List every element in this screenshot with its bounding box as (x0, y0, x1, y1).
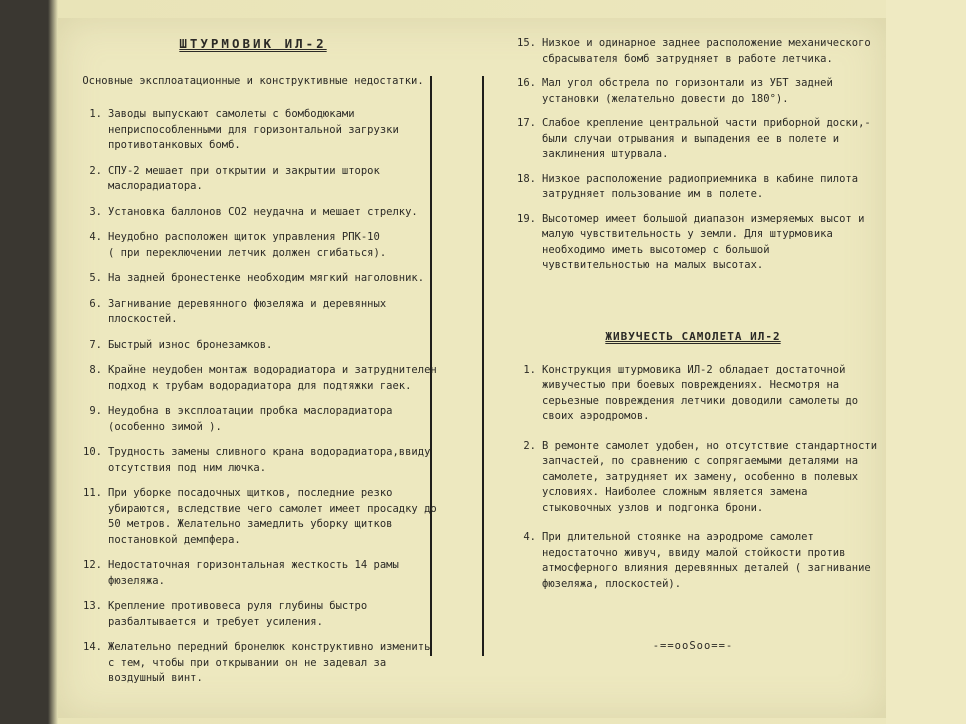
item-number: 2. (523, 439, 536, 452)
document-subtitle: Основные эксплоатационные и конструктивные недостатки. (82, 75, 424, 87)
item-number: 18. (517, 172, 536, 185)
item-text: Загнивание деревянного фюзеляжа и деревянных плоскостей. (108, 297, 387, 325)
document-title: ШТУРМОВИК ИЛ-2 (179, 36, 327, 51)
list-item (68, 271, 438, 287)
item-text: Мал угол обстрела по горизонтали из УБТ задней установки (желательно довести до 180°). (542, 77, 833, 105)
list-item (68, 558, 438, 589)
list-item (508, 530, 878, 592)
list-item (68, 363, 438, 394)
list-item (508, 36, 878, 67)
item-number: 19. (517, 212, 536, 225)
list-item (508, 212, 878, 274)
right-column (508, 36, 878, 652)
list-item (508, 439, 878, 517)
item-number: 17. (517, 117, 536, 129)
item-text: Трудность замены сливного крана водорадиатора,ввиду отсутствия под ним лючка. (108, 446, 431, 474)
list-item (68, 230, 438, 261)
list-item (508, 76, 878, 107)
item-number: 9. (89, 405, 102, 417)
item-number: 8. (89, 364, 102, 376)
item-text: Высотомер имеет большой диапазон измеряемых высот и малую чувствительность у земли. Для штурмовика необходимо иметь высотомер с большой чувствительностью на малых высотах. (542, 212, 865, 271)
list-item (508, 116, 878, 163)
item-number: 1. (89, 108, 102, 120)
list-item (68, 297, 438, 328)
list-item (508, 363, 878, 425)
end-mark: -==ооSоо==- (652, 640, 734, 652)
item-text: Недостаточная горизонтальная жесткость 14 рамы фюзеляжа. (108, 559, 399, 587)
item-text: Быстрый износ бронезамков. (108, 338, 273, 351)
left-column (68, 32, 438, 697)
adjacent-sheet (886, 0, 966, 724)
item-text: Низкое расположение радиоприемника в кабине пилота затрудняет пользование им в полете. (542, 172, 859, 200)
item-text: При уборке посадочных щитков, последние резко убираются, вследствие чего самолет имеет просадку до 50 метров. Желательно замедлить уборку щитков постановкой демпфера. (108, 487, 437, 546)
document-page (58, 18, 886, 718)
item-text: СПУ-2 мешает при открытии и закрытии шторок маслорадиатора. (108, 164, 380, 192)
item-number: 16. (517, 77, 536, 89)
item-text: Крайне неудобен монтаж водорадиатора и затруднителен подход к трубам водорадиатора для подтяжки гаек. (108, 364, 437, 392)
list-item (68, 107, 438, 154)
item-text: Низкое и одинарное заднее расположение механического сбрасывателя бомб затрудняет в работе летчика. (542, 37, 871, 65)
list-item (68, 338, 438, 354)
item-text: На задней бронестенке необходим мягкий наголовник. (108, 272, 425, 284)
item-number: 15. (517, 37, 536, 49)
item-number: 12. (83, 559, 102, 571)
item-text: При длительной стоянке на аэродроме самолет недостаточно живуч, ввиду малой стойкости против атмосферного влияния деревянных деталей ( загнивание фюзеляжа, плоскостей). (542, 531, 871, 590)
item-text: Слабое крепление центральной части приборной доски,- были случаи отрывания и выпадения ее в полете и заклинения штурвала. (542, 117, 871, 160)
list-item (68, 599, 438, 630)
item-number: 4. (523, 531, 536, 543)
column-divider-right (482, 76, 484, 656)
list-item (68, 404, 438, 435)
item-text: Неудобно расположен щиток управления РПК-10 ( при переключении летчик должен сгибаться). (108, 231, 387, 259)
list-item (68, 164, 438, 195)
item-text: Конструкция штурмовика ИЛ-2 обладает достаточной живучестью при боевых повреждениях. Несмотря на серьезные повреждения летчики доводили самолеты до своих аэродромов. (542, 363, 859, 422)
item-number: 3. (89, 205, 102, 218)
item-number: 13. (83, 600, 102, 612)
item-number: 1. (523, 363, 536, 376)
item-number: 14. (83, 641, 102, 653)
item-number: 6. (89, 297, 102, 310)
item-number: 7. (89, 338, 102, 351)
item-text: Установка баллонов CO2 неудачна и мешает стрелку. (108, 205, 418, 218)
item-text: Неудобна в эксплоатации пробка маслорадиатора (особенно зимой ). (108, 405, 393, 433)
item-number: 5. (89, 272, 102, 284)
section-title-survivability: ЖИВУЧЕСТЬ САМОЛЕТА ИЛ-2 (605, 329, 781, 343)
list-item (68, 445, 438, 476)
item-text: Желательно передний бронелюк конструктивно изменить с тем, чтобы при открывании он не задевал за воздушный винт. (108, 641, 431, 684)
list-item (68, 640, 438, 687)
list-item (508, 172, 878, 203)
list-item (68, 486, 438, 548)
item-number: 11. (83, 487, 102, 499)
item-number: 10. (83, 446, 102, 458)
item-number: 2. (89, 164, 102, 177)
item-text: Заводы выпускают самолеты с бомбодюками неприспособленными для горизонтальной загрузки противотанковых бомб. (108, 108, 399, 151)
list-item (68, 205, 438, 221)
item-text: В ремонте самолет удобен, но отсутствие стандартности запчастей, по сравнению с сопрягаемыми деталями на самолете, затрудняет их замену, особенно в полевых условиях. Наиболее сложным является замена стыковочных узлов и подгонка брони. (542, 439, 878, 514)
item-text: Крепление противовеса руля глубины быстро разбалтывается и требует усиления. (108, 600, 368, 628)
item-number: 4. (89, 231, 102, 243)
